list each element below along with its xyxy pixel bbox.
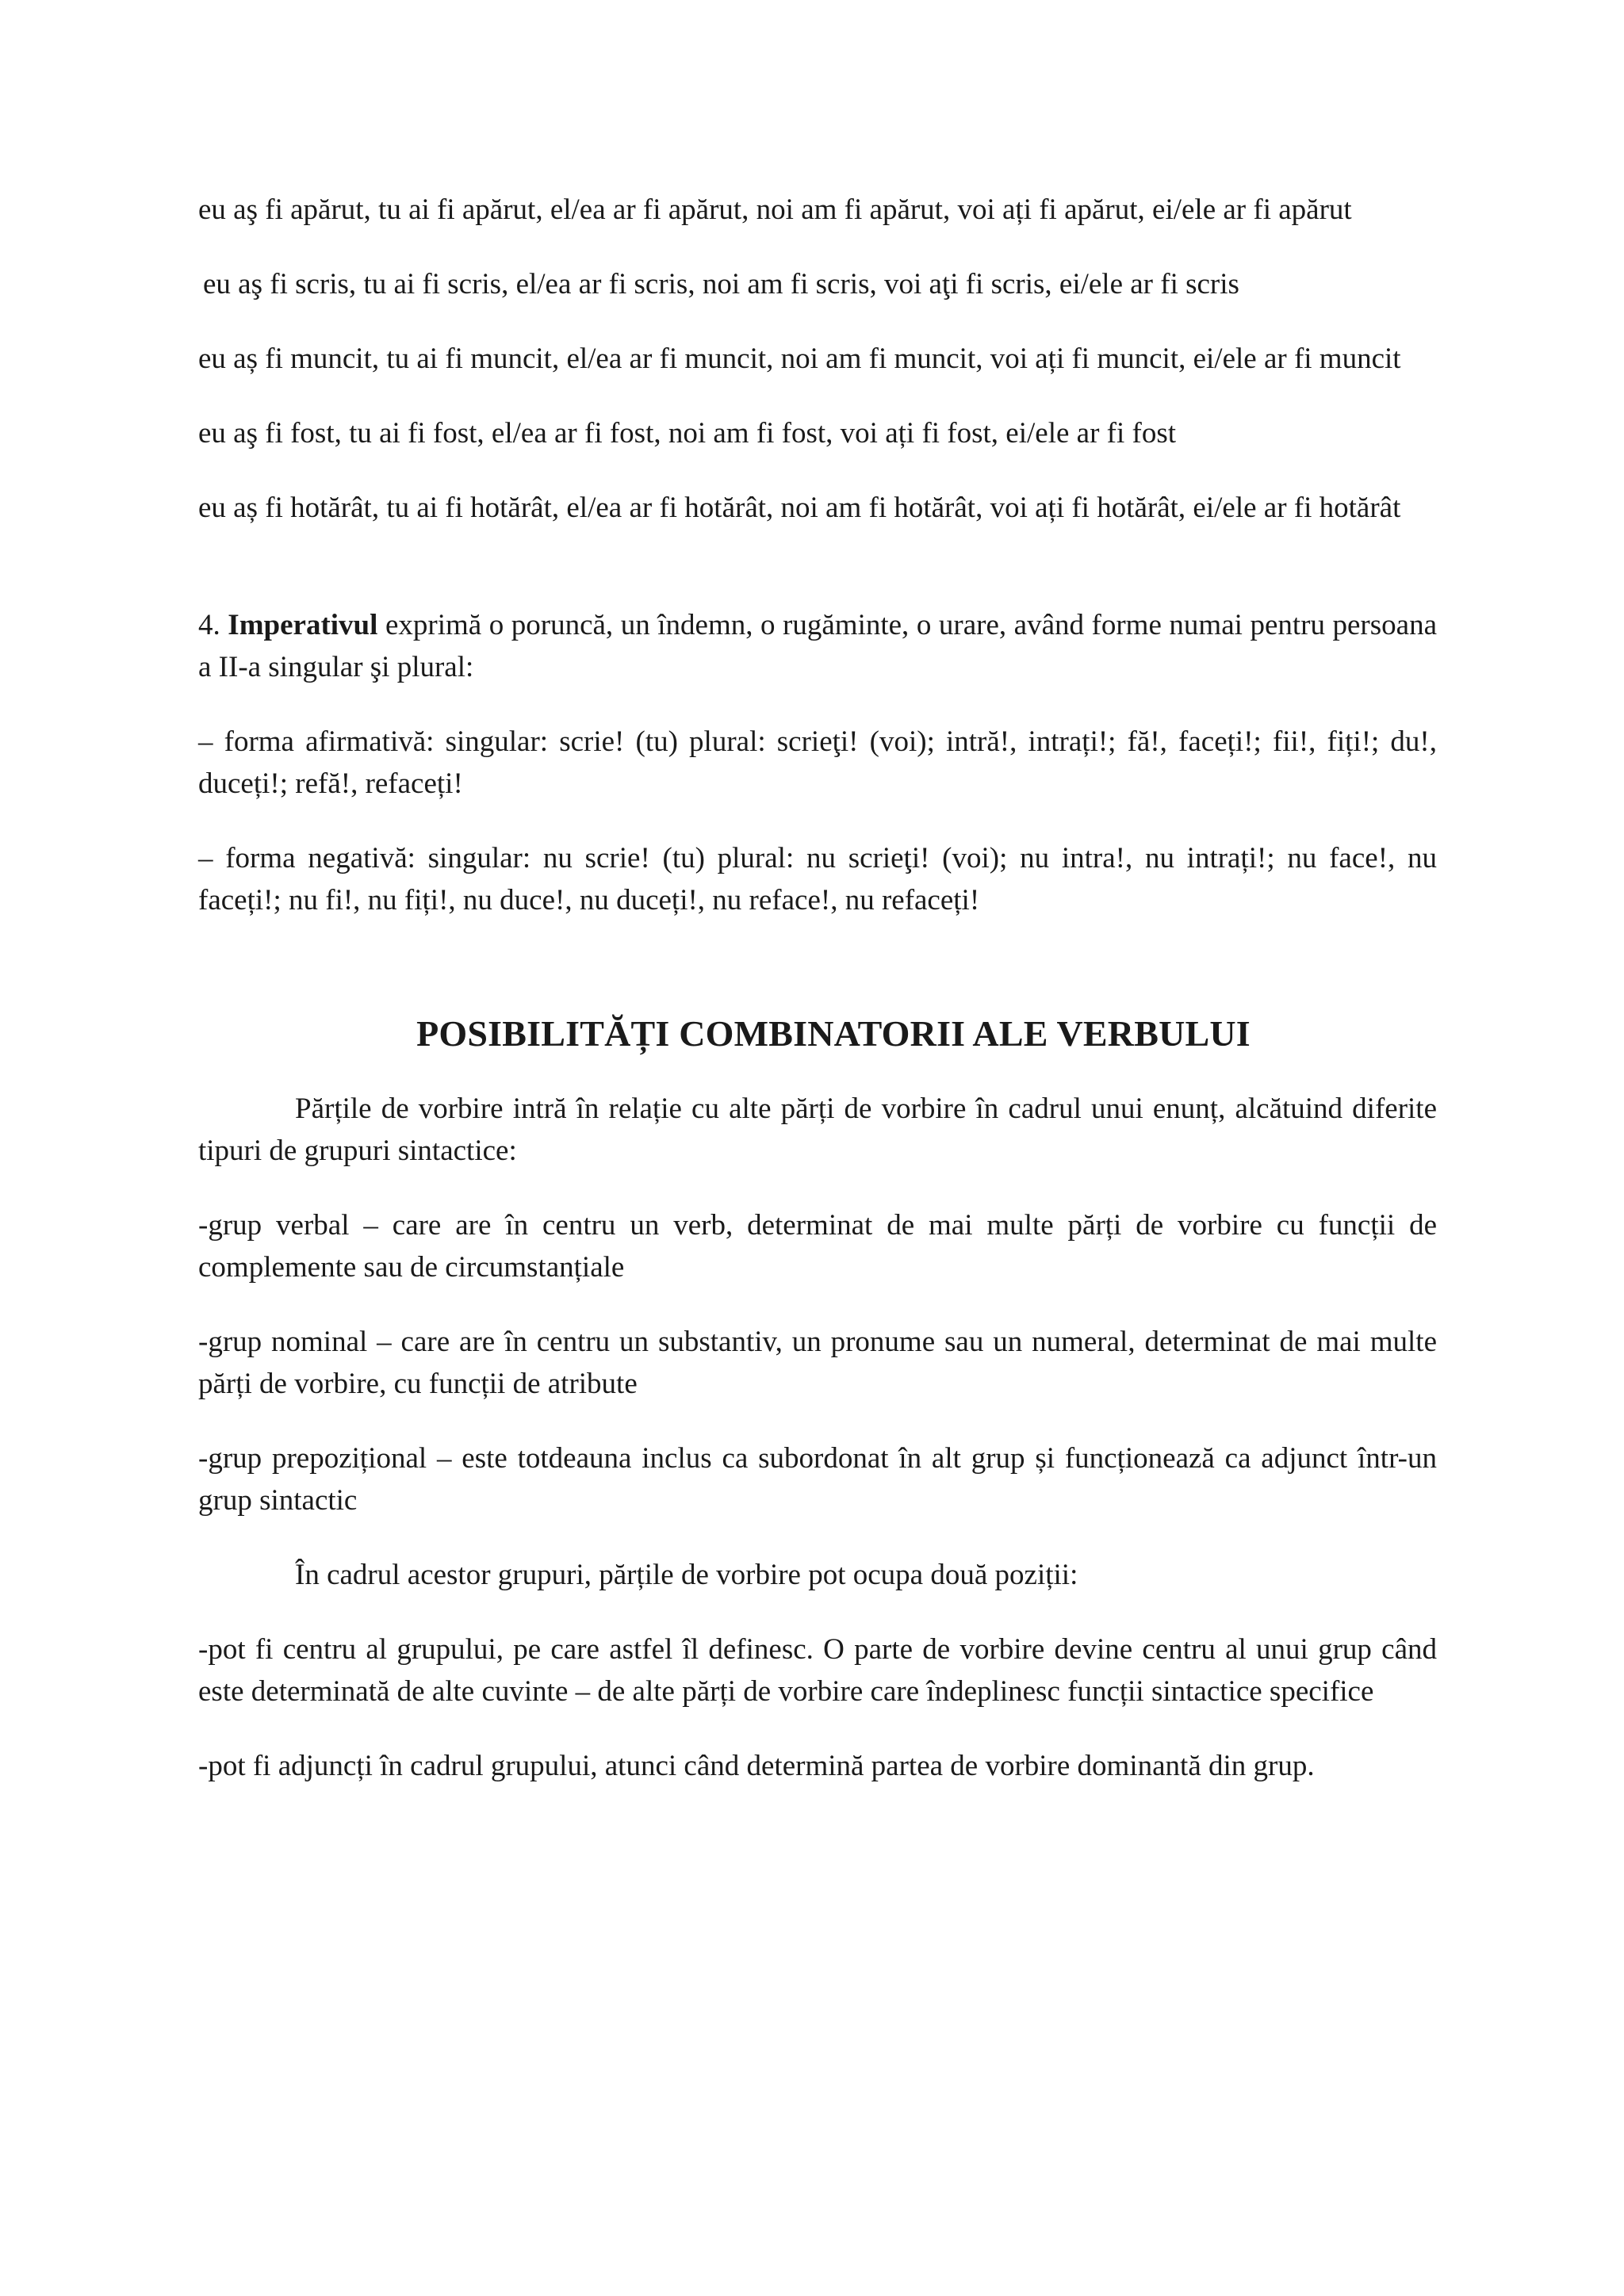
position-item: -pot fi adjuncți în cadrul grupului, atunci când determină partea de vorbire dominantă din grup. [198,1750,1315,1782]
positions-intro: În cadrul acestor grupuri, părțile de vorbire pot ocupa două poziții: [295,1559,1078,1591]
affirmative-form: – forma afirmativă: singular: scrie! (tu) plural: scrieţi! (voi); intră!, intrați!; fă!, faceți!; fii!, fiți!; du!, duceți!; refă!, refaceți! [198,725,1437,800]
negative-form: – forma negativă: singular: nu scrie! (tu) plural: nu scrieţi! (voi); nu intra!, nu intrați!; nu face!, nu faceți!; nu fi!, nu fiți!, nu duce!, nu duceți!, nu reface!, nu refaceți! [198,842,1437,916]
group-item: -grup nominal – care are în centru un substantiv, un pronume sau un numeral, determinat de mai multe părți de vorbire, cu funcții de atribute [198,1326,1437,1400]
conjugation-line: eu aş fi fost, tu ai fi fost, el/ea ar fi fost, noi am fi fost, voi ați fi fost, ei/ele ar fi fost [198,417,1176,450]
conjugation-line: eu aș fi muncit, tu ai fi muncit, el/ea ar fi muncit, noi am fi muncit, voi ați fi muncit, ei/ele ar fi muncit [198,342,1401,375]
group-item: -grup verbal – care are în centru un verb, determinat de mai multe părți de vorbire cu funcții de complemente sau de circumstanțiale [198,1209,1437,1284]
imperative-definition-text: exprimă o poruncă, un îndemn, o rugăminte, o urare, având forme numai pentru persoana a II-a singular şi plural: [198,609,1437,683]
position-item: -pot fi centru al grupului, pe care astfel îl definesc. O parte de vorbire devine centru al unui grup când este determinată de alte cuvinte – de alte părți de vorbire care îndeplinesc funcții sintactice specifice [198,1633,1437,1708]
section-body [198,1088,1437,1787]
document-page [198,189,1437,1787]
imperative-number: 4. [198,609,228,641]
conjugation-line: eu aş fi apărut, tu ai fi apărut, el/ea ar fi apărut, noi am fi apărut, voi ați fi apărut, ei/ele ar fi apărut [198,193,1352,226]
imperative-section [198,604,1437,921]
conjugation-line: eu aș fi hotărât, tu ai fi hotărât, el/ea ar fi hotărât, noi am fi hotărât, voi ați fi hotărât, ei/ele ar fi hotărât [198,492,1401,524]
imperative-definition [198,604,1437,688]
conjugation-list [198,189,1437,529]
imperative-term: Imperativul [228,609,378,641]
section-title: POSIBILITĂȚI COMBINATORII ALE VERBULUI [416,1013,1251,1054]
group-item: -grup prepozițional – este totdeauna inclus ca subordonat în alt grup și funcționează ca adjunct într-un grup sintactic [198,1442,1437,1517]
section-intro: Părțile de vorbire intră în relație cu alte părți de vorbire în cadrul unui enunț, alcătuind diferite tipuri de grupuri sintactice: [198,1093,1437,1167]
conjugation-line: eu aş fi scris, tu ai fi scris, el/ea ar fi scris, noi am fi scris, voi aţi fi scris, ei/ele ar fi scris [203,268,1239,300]
